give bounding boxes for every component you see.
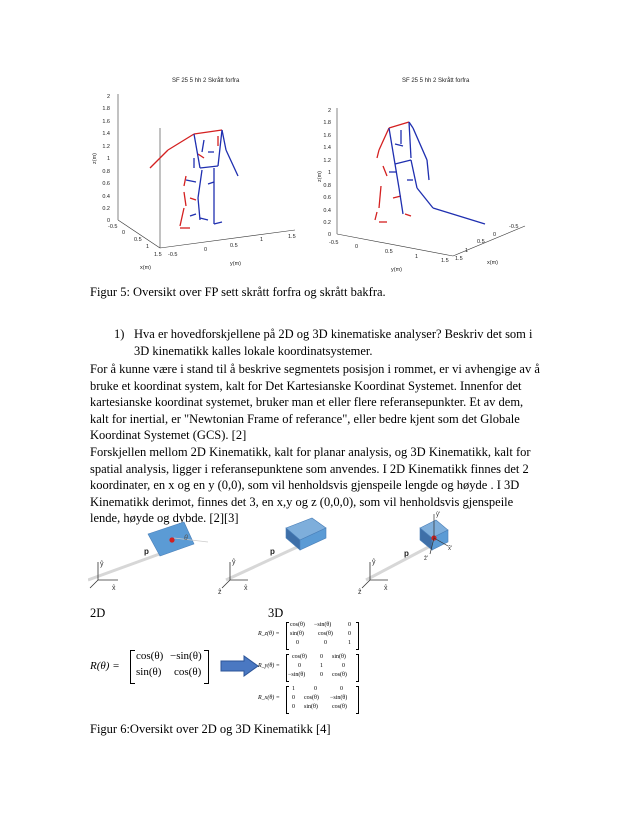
paragraph-line: kalt for inertial, er "Newtonian Frame of referance", eller bedre kjent som det Globale xyxy=(90,411,520,426)
matrix-cell: −sin(θ) xyxy=(288,672,306,678)
y-tick: 1 xyxy=(415,254,419,260)
r2d-lhs: R(θ) = xyxy=(90,660,120,672)
figure-5 xyxy=(90,70,530,280)
matrix-cell: 0 xyxy=(342,663,345,669)
matrix-cell: 0 xyxy=(298,663,301,669)
plot-left-title: SF 25 5 hh 2 Skrått forfra xyxy=(172,78,240,84)
matrix-cell: sin(θ) xyxy=(136,666,162,678)
z-tick: 0.4 xyxy=(323,208,331,214)
z-tick: 0.8 xyxy=(323,183,331,189)
x-tick: 0 xyxy=(493,232,497,238)
matrix-bracket-left xyxy=(286,622,289,650)
paragraph-line: koordinater, en x og en y (0,0), som vil henholdsvis gjenspeile lengde og høyde . I 3D xyxy=(90,478,520,493)
z-tick: 0 xyxy=(106,218,110,224)
z-tick: 0 xyxy=(327,232,331,238)
paragraph-line: lende, høyde og dybde. [2][3] xyxy=(90,511,239,526)
z-tick: 1.6 xyxy=(323,133,331,139)
z-tick: 0.4 xyxy=(102,194,110,200)
y-tick: -0.5 xyxy=(329,240,339,246)
plot-right xyxy=(315,88,530,273)
x-tick: -0.5 xyxy=(108,224,118,230)
plot-right-x-label: x(m) xyxy=(487,260,498,266)
plot-left-z-ticks xyxy=(102,94,110,224)
z-hat-label: ẑ xyxy=(358,589,362,596)
diagram-3d-translation xyxy=(218,518,326,596)
z-tick: 0.8 xyxy=(102,169,110,175)
paragraph-line: bruke et koordinat system, kalt for Det Kartesianske Koordinat Systemet. Innenfor det xyxy=(90,378,522,393)
question-line-1: Hva er hovedforskjellene på 2D og 3D kinematiske analyser? Beskriv det som i xyxy=(134,327,533,341)
y-tick: 0.5 xyxy=(385,249,393,255)
matrix-cell: cos(θ) xyxy=(332,704,347,710)
matrix-cell: cos(θ) xyxy=(304,695,319,701)
matrix-cell: 0 xyxy=(340,686,343,692)
p-label: p xyxy=(270,547,275,556)
diagram-2d-rotation xyxy=(88,522,208,592)
y-tick: 1 xyxy=(260,237,264,243)
origin-marker xyxy=(169,537,174,542)
rotation-matrices-3d xyxy=(258,622,368,717)
plot-left-y-ticks xyxy=(168,234,296,258)
label-3d: 3D xyxy=(268,606,284,620)
z-tick: 0.6 xyxy=(102,181,110,187)
label-2d: 2D xyxy=(90,606,106,620)
plot-right-x-ticks xyxy=(455,224,518,262)
plot-left-y-label: y(m) xyxy=(230,261,241,267)
x-hat-label: x̂ xyxy=(244,585,248,592)
matrix-cell: 1 xyxy=(348,640,351,646)
y-tick: 0.5 xyxy=(230,243,238,249)
plot-right-z-label: z(m) xyxy=(317,171,323,182)
question-line-2: 3D kinematikk kalles lokale koordinatsystemer. xyxy=(134,344,373,358)
y-tick: 0 xyxy=(355,244,359,250)
rz-lhs: R_z(θ) = xyxy=(258,631,280,637)
plot-left-stick-figure xyxy=(150,130,238,228)
plot-left-x-label: x(m) xyxy=(140,265,151,271)
y-hat-label: ŷ xyxy=(100,561,104,568)
z-tick: 0.2 xyxy=(102,206,110,212)
rotation-matrix-2d xyxy=(90,648,220,688)
z-tick: 2 xyxy=(106,94,110,100)
rx-lhs: R_x(θ) = xyxy=(258,695,280,701)
x-tick: 1.5 xyxy=(455,256,463,262)
paragraph-line: Forskjellen mellom 2D Kinematikk, kalt for planar analysis, og 3D Kinematikk, kalt for xyxy=(90,444,531,459)
y-hat-label: ŷ xyxy=(232,559,236,566)
z-tick: 1.2 xyxy=(323,158,331,164)
plot-left-x-ticks xyxy=(108,224,162,258)
matrix-cell: 0 xyxy=(348,622,351,628)
figure-6-caption: Figur 6:Oversikt over 2D og 3D Kinematikk [4] xyxy=(90,722,331,736)
p-label: p xyxy=(404,549,409,558)
p-label: p xyxy=(144,547,149,556)
z-tick: 0.2 xyxy=(323,220,331,226)
matrix-cell: 0 xyxy=(292,695,295,701)
x-tick: 0.5 xyxy=(477,239,485,245)
matrix-cell: cos(θ) xyxy=(292,654,307,660)
arrow-icon xyxy=(220,655,260,677)
matrix-bracket-right xyxy=(356,654,359,682)
matrix-cell: 0 xyxy=(314,686,317,692)
matrix-bracket-right xyxy=(356,686,359,714)
x-tick: 0 xyxy=(122,230,126,236)
y-tick: 0 xyxy=(204,247,208,253)
y-hat-label: ŷ xyxy=(372,559,376,566)
matrix-cell: 1 xyxy=(292,686,295,692)
paragraph-line: Kinematikk derimot, finnes det 3, en x,y og z (0,0,0), som vil henholdsvis gjenspeile xyxy=(90,494,514,509)
x-tick: -0.5 xyxy=(509,224,519,230)
plot-right-axes xyxy=(337,108,525,256)
paragraph-line: Koordinat Systemet (GCS). [2] xyxy=(90,428,247,443)
matrix-cell: cos(θ) xyxy=(290,622,305,628)
z-tick: 2 xyxy=(327,108,331,114)
z-tick: 1 xyxy=(106,156,110,162)
matrix-cell: cos(θ) xyxy=(136,650,164,662)
z-tick: 0.6 xyxy=(323,195,331,201)
x-tick: 1 xyxy=(146,244,150,250)
plot-left-axes xyxy=(118,94,295,248)
z-tick: 1 xyxy=(327,170,331,176)
question-number: 1) xyxy=(114,327,125,341)
matrix-cell: −sin(θ) xyxy=(314,622,332,628)
y-prime-label: ŷ' xyxy=(436,512,441,518)
matrix-cell: 0 xyxy=(324,640,327,646)
matrix-cell: 0 xyxy=(320,672,323,678)
matrix-cell: 0 xyxy=(348,631,351,637)
matrix-bracket-right xyxy=(204,650,209,684)
figure-6-diagrams xyxy=(88,508,558,598)
matrix-cell: sin(θ) xyxy=(332,654,346,660)
z-tick: 1.4 xyxy=(323,145,331,151)
x-hat-label: x̂ xyxy=(384,585,388,592)
z-hat-label: ẑ xyxy=(218,589,222,596)
matrix-bracket-left xyxy=(130,650,135,684)
matrix-cell: cos(θ) xyxy=(318,631,333,637)
z-prime-label: ẑ' xyxy=(424,556,429,562)
matrix-cell: sin(θ) xyxy=(290,631,304,637)
x-tick: 1 xyxy=(465,248,469,254)
matrix-cell: 0 xyxy=(292,704,295,710)
plot-left xyxy=(90,88,305,273)
x-tick: 1.5 xyxy=(154,252,162,258)
theta-label: θ xyxy=(184,535,188,542)
body-paragraph xyxy=(90,361,560,527)
z-tick: 1.6 xyxy=(102,119,110,125)
figure-5-caption: Figur 5: Oversikt over FP sett skrått forfra og skrått bakfra. xyxy=(90,285,386,299)
y-tick: 1.5 xyxy=(441,258,449,264)
matrix-cell: 0 xyxy=(320,654,323,660)
matrix-cell: 1 xyxy=(320,663,323,669)
plot-left-z-label: z(m) xyxy=(92,153,98,164)
x-tick: 0.5 xyxy=(134,237,142,243)
plot-right-y-label: y(m) xyxy=(391,267,402,273)
matrix-cell: cos(θ) xyxy=(332,672,347,678)
plot-right-title: SF 25 5 hh 2 Skrått forfra xyxy=(402,78,470,84)
paragraph-line: kartesianske koordinat systemet, bruker man et eller flere referansepunkter. Et av dem, xyxy=(90,395,524,410)
ry-lhs: R_y(θ) = xyxy=(258,663,280,669)
matrix-cell: −sin(θ) xyxy=(330,695,348,701)
y-tick: -0.5 xyxy=(168,252,178,258)
paragraph-line: spatial analysis, ligger i referansepunktene som anvendes. I 2D Kinematikk finnes det 2 xyxy=(90,461,529,476)
matrix-bracket-left xyxy=(286,686,289,714)
matrix-cell: cos(θ) xyxy=(174,666,202,678)
y-tick: 1.5 xyxy=(288,234,296,240)
matrix-cell: sin(θ) xyxy=(304,704,318,710)
x-hat-label: x̂ xyxy=(112,585,116,592)
plot-right-z-ticks xyxy=(323,108,331,238)
plot-right-stick-figure xyxy=(375,122,485,224)
matrix-cell: 0 xyxy=(296,640,299,646)
z-tick: 1.8 xyxy=(323,120,331,126)
diagram-3d-local-frame xyxy=(358,512,452,596)
paragraph-line: For å kunne være i stand til å beskrive segmentets posisjon i rommet, er vi avhengige av å xyxy=(90,362,540,376)
matrix-cell: −sin(θ) xyxy=(170,650,202,662)
x-prime-label: x̂' xyxy=(448,546,453,552)
z-tick: 1.2 xyxy=(102,144,110,150)
z-tick: 1.8 xyxy=(102,106,110,112)
z-tick: 1.4 xyxy=(102,131,110,137)
matrix-bracket-right xyxy=(356,622,359,650)
